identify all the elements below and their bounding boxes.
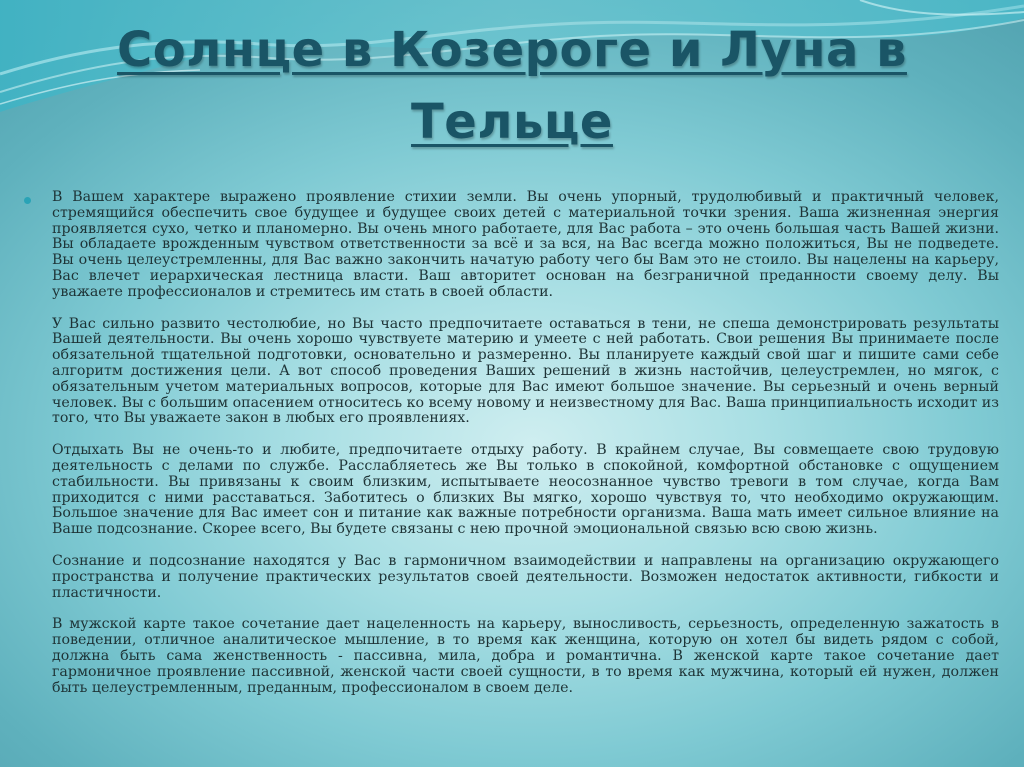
slide-title: Солнце в Козероге и Луна в Тельце: [117, 22, 907, 150]
paragraph: У Вас сильно развито честолюбие, но Вы часто предпочитаете оставаться в тени, не спеша демонстрировать результаты Вашей деятельности. Вы очень хорошо чувствуете материю и умеете с ней работать. Свои решения Вы принимаете после обязательной тщательной подготовки, основательно и размеренно. Вы планируете каждый свой шаг и пишите сами себе алгоритм достижения цели. А вот способ проведения Ваших решений в жизнь настойчив, целеустремлен, но мягок, с обязательным учетом материальных вопросов, которые для Вас имеют большое значение. Вы серьезный и очень верный человек. Вы с большим опасением относитесь ко всему новому и неизвестному для Вас. Ваша принципиальность исходит из того, что Вы уважаете закон в любых его проявлениях.: [52, 315, 999, 427]
paragraph: В Вашем характере выражено проявление стихии земли. Вы очень упорный, трудолюбивый и практичный человек, стремящийся обеспечить свое будущее и будущее своих детей с материальной точки зрения. Ваша жизненная энергия проявляется сухо, четко и планомерно. Вы очень много работаете, для Вас работа – это очень большая часть Вашей жизни. Вы обладаете врожденным чувством ответственности за всё и за вся, на Вас всегда можно положиться, Вы не подведете. Вы очень целеустремленны, для Вас важно закончить начатую работу чего бы Вам это не стоило. Вы нацелены на карьеру, Вас влечет иерархическая лестница власти. Ваш авторитет основан на безграничной преданности своему делу. Вы уважаете профессионалов и стремитесь им стать в своей области.: [52, 189, 999, 300]
paragraph: Отдыхать Вы не очень-то и любите, предпочитаете отдыху работу. В крайнем случае, Вы совмещаете свою трудовую деятельность с делами по службе. Расслабляетесь же Вы только в спокойной, комфортной обстановке с ощущением стабильности. Вы привязаны к своим близким, испытываете неосознанное чувство тревоги в том случае, когда Вам приходится с ними расставаться. Заботитесь о близких Вы мягко, хорошо чувствуя то, что необходимо окружающим. Большое значение для Вас имеет сон и питание как важные потребности организма. Ваша мать имеет сильное влияние на Ваше подсознание. Скорее всего, Вы будете связаны с нею прочной эмоциональной связью всю свою жизнь.: [52, 442, 999, 538]
slide-content: [24, 190, 999, 696]
body-text: [52, 190, 999, 696]
bullet-icon: [24, 197, 31, 204]
paragraph: Сознание и подсознание находятся у Вас в гармоничном взаимодействии и направлены на организацию окружающего пространства и получение практических результатов своей деятельности. Возможен недостаток активности, гибкости и пластичности.: [52, 552, 999, 601]
paragraph: В мужской карте такое сочетание дает нацеленность на карьеру, выносливость, серьезность, определенную зажатость в поведении, отличное аналитическое мышление, в то время как женщина, которую он хотел бы видеть рядом с собой, должна быть сама женственность - пассивна, мила, добра и романтична. В женской карте такое сочетание дает гармоничное проявление пассивной, женской части своей сущности, в то время как мужчина, который ей нужен, должен быть целеустремленным, преданным, профессионалом в своем деле.: [52, 616, 999, 696]
